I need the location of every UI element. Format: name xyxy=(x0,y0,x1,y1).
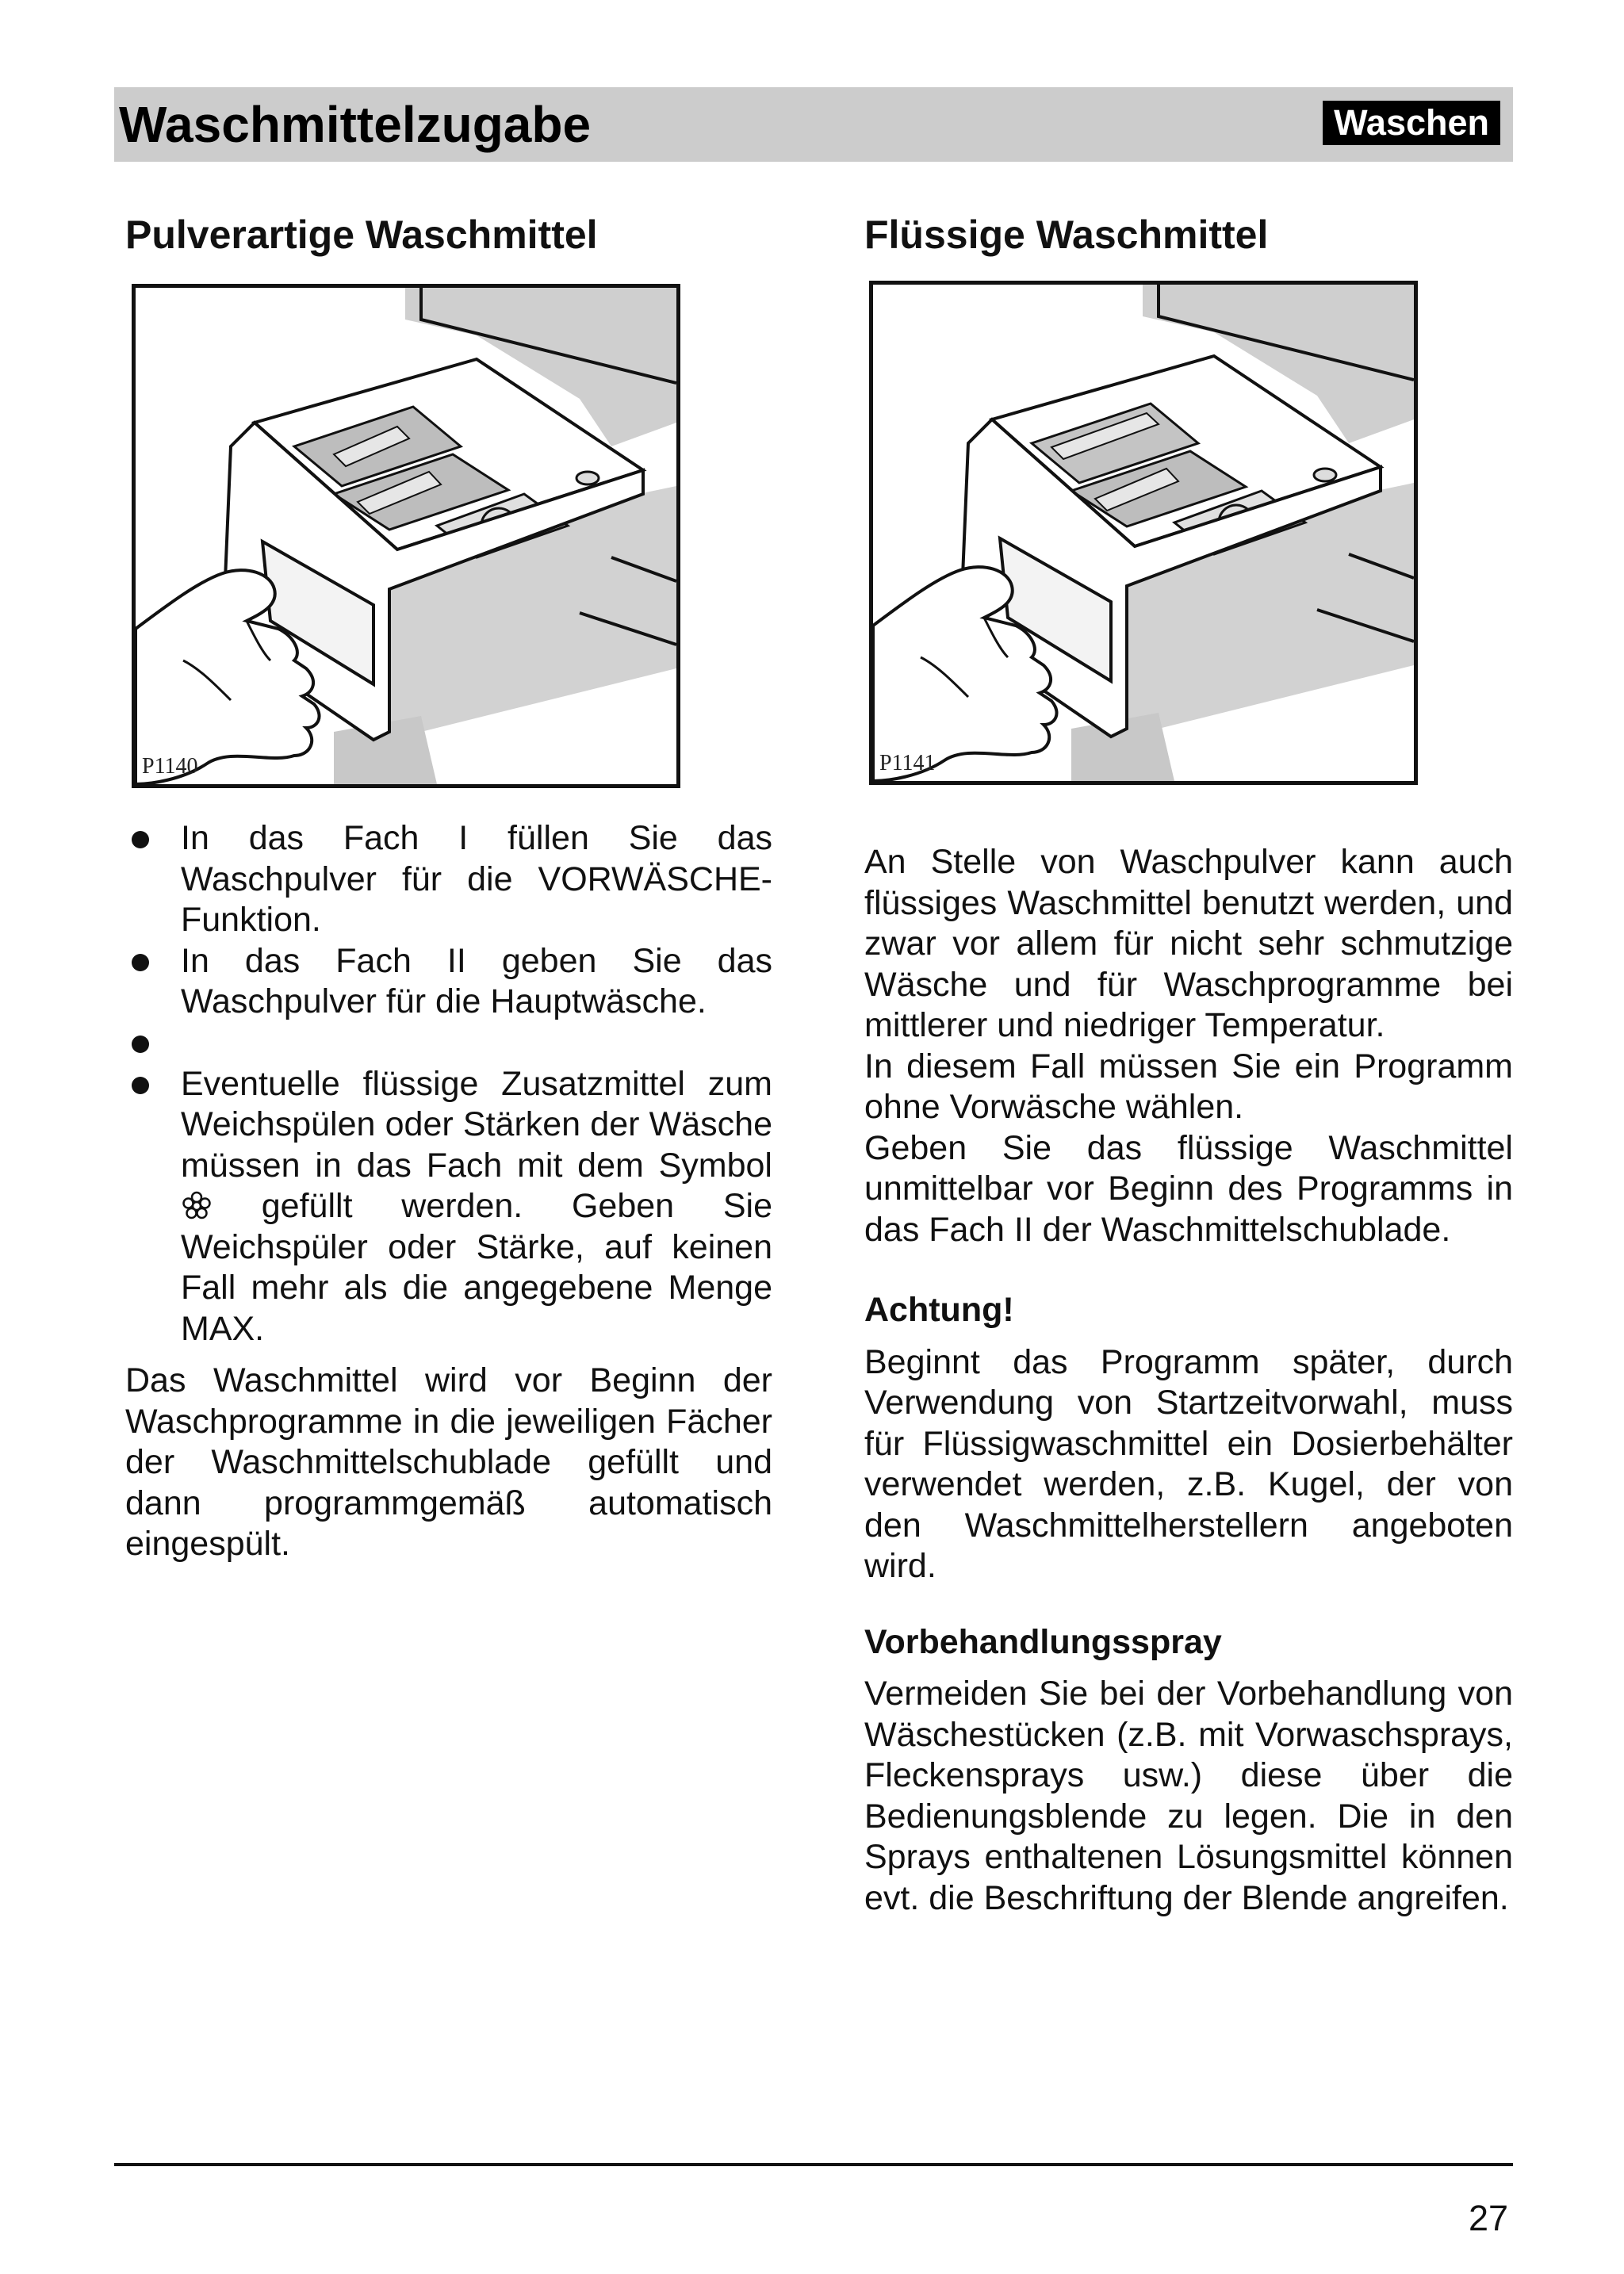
attention-text: Beginnt das Programm später, durch Verwendung von Startzeitvorwahl, muss für Flüssigwaschmittel ein Dosierbehälter verwendet werden, z.B. Kugel, der von den Waschmittelherstellern angeboten wird. xyxy=(864,1342,1513,1585)
spray-heading: Vorbehandlungsspray xyxy=(864,1622,1222,1661)
detergent-drawer-illustration xyxy=(136,288,676,784)
attention-heading: Achtung! xyxy=(864,1291,1014,1329)
right-intro: An Stelle von Waschpulver kann auch flüssiges Waschmittel benutzt werden, und zwar vor allem für nicht sehr schmutzige Wäsche und für Waschprogramme bei mittlerer und niedriger Temperatur. xyxy=(864,843,1513,1044)
right-intro-2: In diesem Fall müssen Sie ein Programm ohne Vorwäsche wählen. xyxy=(864,1047,1513,1126)
figure-label: P1141 xyxy=(879,751,936,775)
left-bullets xyxy=(125,818,772,1565)
right-intro-3: Geben Sie das flüssige Waschmittel unmittelbar vor Beginn des Programms in das Fach II der Waschmittelschublade. xyxy=(864,1128,1513,1249)
page-title: Waschmittelzugabe xyxy=(119,96,592,153)
detergent-drawer-illustration xyxy=(873,285,1414,781)
spray-text: Vermeiden Sie bei der Vorbehandlung von Wäschestücken (z.B. mit Vorwaschsprays, Fleckensprays usw.) diese über die Bedienungsblende zu legen. Die in den Sprays enthaltenen Lösungsmittel können evt. die Beschriftung der Blende angreifen. xyxy=(864,1675,1513,1917)
flower-symbol-icon xyxy=(181,1190,213,1222)
right-text xyxy=(864,842,1513,1919)
list-item xyxy=(125,1064,772,1350)
figure-liquid-drawer xyxy=(869,281,1418,785)
figure-powder-drawer xyxy=(132,284,680,788)
figure-label: P1140 xyxy=(142,754,198,779)
bullet-text: Eventuelle flüssige Zusatzmittel zum Weichspülen oder Stärken der Wäsche müssen in das Fach mit dem Symbol xyxy=(181,1064,772,1185)
footer-rule xyxy=(114,2163,1513,2166)
right-heading: Flüssige Waschmittel xyxy=(864,212,1269,257)
list-item: In das Fach II geben Sie das Waschpulver für die Hauptwäsche. xyxy=(125,941,772,1023)
left-paragraph: Das Waschmittel wird vor Beginn der Waschprogramme in die jeweiligen Fächer der Waschmittelschublade gefüllt und dann programmgemäß automatisch eingespült. xyxy=(125,1361,772,1563)
list-item: In das Fach I füllen Sie das Waschpulver für die VORWÄSCHE-Funktion. xyxy=(125,818,772,941)
list-spacer xyxy=(125,1023,772,1064)
page-number: 27 xyxy=(1468,2198,1508,2238)
left-heading: Pulverartige Waschmittel xyxy=(125,212,598,257)
bullet-text: gefüllt werden. Geben Sie Weichspüler oder Stärke, auf keinen Fall mehr als die angegebene Menge MAX. xyxy=(181,1187,772,1348)
section-tab: Waschen xyxy=(1323,101,1500,145)
